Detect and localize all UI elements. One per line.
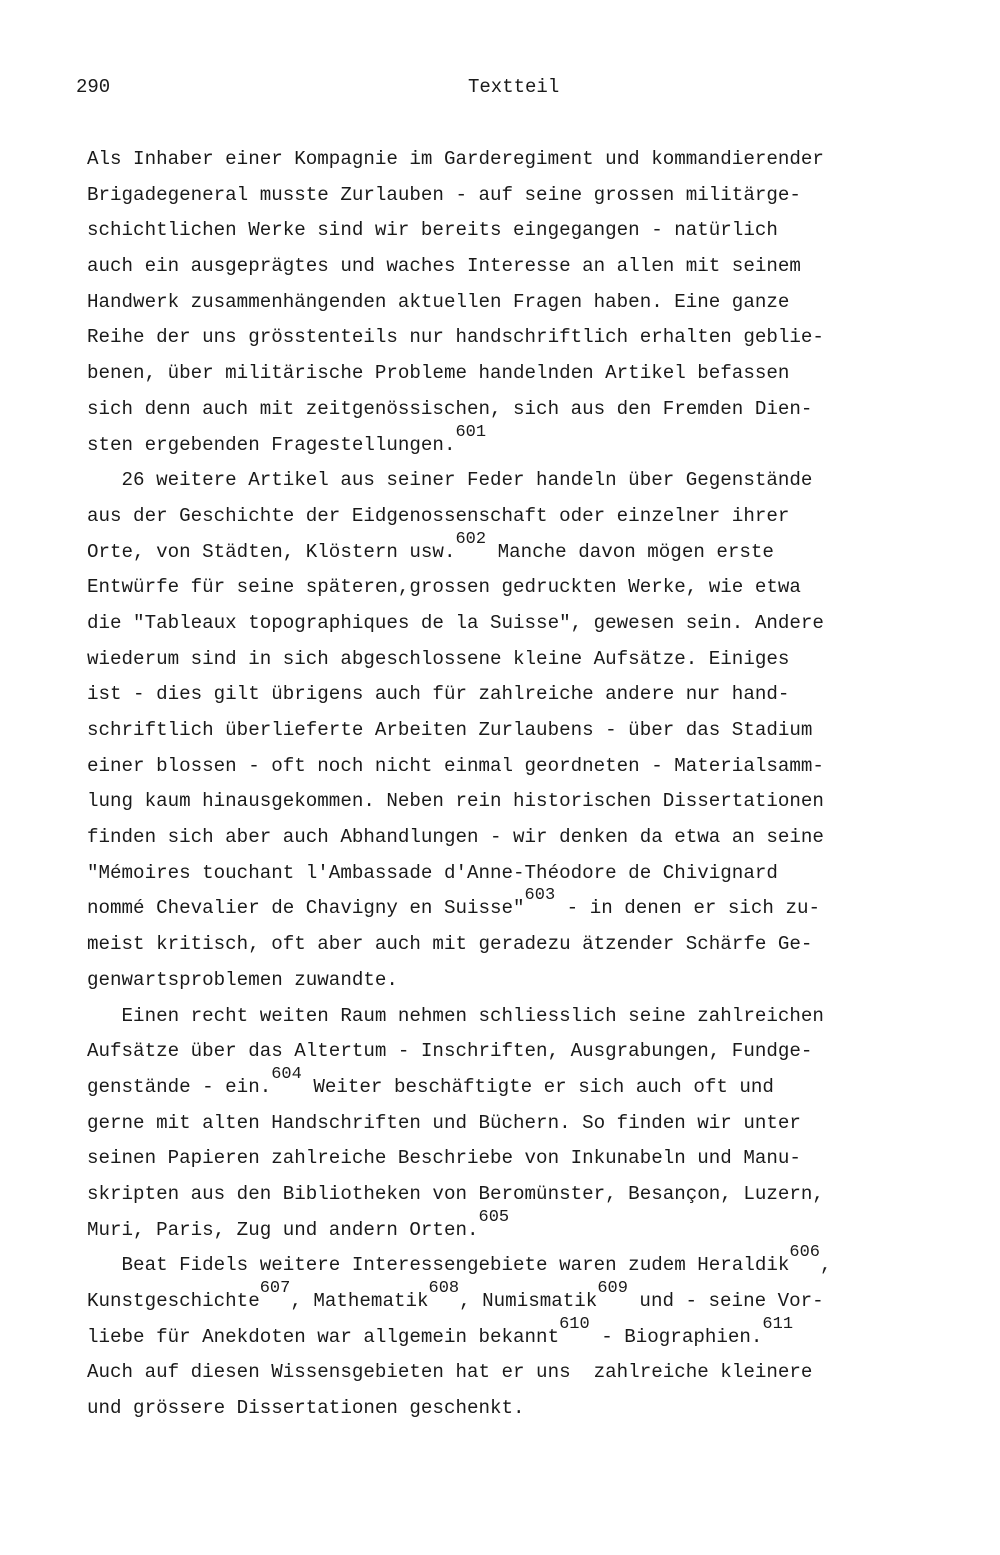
text-segment: - in denen er sich zu- (555, 897, 820, 920)
text-line (87, 820, 967, 856)
text-segment: wiederum sind in sich abgeschlossene kleine Aufsätze. Einiges (87, 647, 790, 670)
text-line (87, 1177, 967, 1213)
text-segment: Entwürfe für seine späteren,grossen gedruckten Werke, wie etwa (87, 576, 801, 599)
text-segment: benen, über militärische Probleme handelnden Artikel befassen (87, 362, 790, 385)
text-line (87, 249, 967, 285)
text-line (87, 606, 967, 642)
text-segment: skripten aus den Bibliotheken von Beromünster, Besançon, Luzern, (87, 1182, 824, 1205)
text-segment: die "Tableaux topographiques de la Suisse", gewesen sein. Andere (87, 611, 824, 634)
text-segment: , Numismatik (459, 1290, 598, 1312)
text-line (87, 749, 967, 785)
text-segment: genwartsproblemen zuwandte. (87, 968, 398, 991)
page-number: 290 (76, 76, 111, 98)
text-line (87, 285, 967, 321)
text-segment: Reihe der uns grösstenteils nur handschriftlich erhalten geblie- (87, 326, 824, 349)
text-line (87, 1391, 967, 1427)
text-segment: lung kaum hinausgekommen. Neben rein historischen Dissertationen (87, 790, 824, 813)
text-line (87, 963, 967, 999)
text-line (87, 1034, 967, 1070)
text-line (87, 1106, 967, 1142)
text-line (87, 1207, 967, 1249)
text-segment: Orte, von Städten, Klöstern usw. (87, 540, 456, 563)
text-line (87, 999, 967, 1035)
text-line (87, 784, 967, 820)
text-segment: ist - dies gilt übrigens auch für zahlreiche andere nur hand- (87, 683, 790, 706)
text-segment: 26 weitere Artikel aus seiner Feder handeln über Gegenstände (87, 469, 813, 492)
text-segment: meist kritisch, oft aber auch mit geradezu ätzender Schärfe Ge- (87, 933, 813, 956)
text-line (87, 422, 967, 464)
footnote-ref: 611 (762, 1314, 794, 1334)
text-segment: sten ergebenden Fragestellungen. (87, 433, 456, 456)
footnote-ref: 606 (789, 1243, 820, 1263)
text-line (87, 713, 967, 749)
text-segment: Kunstgeschichte (87, 1290, 260, 1312)
text-segment: liebe für Anekdoten war allgemein bekannt (87, 1325, 560, 1348)
text-segment: genstände - ein. (87, 1075, 272, 1098)
text-segment: Aufsätze über das Altertum - Inschriften, Ausgrabungen, Fundge- (87, 1040, 813, 1063)
text-segment: Als Inhaber einer Kompagnie im Garderegiment und kommandierender (87, 148, 824, 170)
text-segment: gerne mit alten Handschriften und Büchern. So finden wir unter (87, 1111, 801, 1134)
footnote-ref: 605 (478, 1207, 510, 1227)
text-line (87, 356, 967, 392)
footnote-ref: 607 (259, 1279, 291, 1298)
text-line (87, 178, 967, 214)
text-line (87, 1355, 967, 1391)
text-segment: und - seine Vor- (627, 1290, 824, 1312)
running-title: Textteil (468, 76, 560, 98)
text-segment: schichtlichen Werke sind wir bereits eingegangen - natürlich (87, 219, 778, 242)
text-line (87, 927, 967, 963)
text-segment: seinen Papieren zahlreiche Beschriebe von Inkunabeln und Manu- (87, 1147, 801, 1170)
text-segment: Einen recht weiten Raum nehmen schliesslich seine zahlreichen (87, 1004, 824, 1027)
text-line (87, 499, 967, 535)
footnote-ref: 602 (455, 529, 487, 549)
text-segment: nommé Chevalier de Chavigny en Suisse" (87, 897, 525, 920)
text-segment: aus der Geschichte der Eidgenossenschaft oder einzelner ihrer (87, 504, 790, 527)
text-segment: , (820, 1254, 832, 1277)
text-segment: "Mémoires touchant l'Ambassade d'Anne-Théodore de Chivignard (87, 861, 778, 884)
text-segment: einer blossen - oft noch nicht einmal geordneten - Materialsamm- (87, 754, 824, 777)
text-segment: Beat Fidels weitere Interessengebiete waren zudem Heraldik (87, 1254, 790, 1277)
text-segment: , Mathematik (290, 1290, 429, 1312)
text-line (87, 142, 967, 178)
text-line (87, 1279, 967, 1320)
footnote-ref: 610 (559, 1314, 590, 1334)
footnote-ref: 609 (597, 1279, 628, 1298)
text-segment: auch ein ausgeprägtes und waches Interesse an allen mit seinem (87, 255, 801, 278)
text-segment: finden sich aber auch Abhandlungen - wir denken da etwa an seine (87, 826, 824, 849)
text-segment: Muri, Paris, Zug und andern Orten. (87, 1218, 479, 1241)
text-segment: - Biographien. (589, 1325, 763, 1348)
text-line (87, 642, 967, 678)
text-line (87, 1314, 967, 1356)
text-line (87, 570, 967, 606)
footnote-ref: 604 (271, 1064, 302, 1084)
text-segment: Handwerk zusammenhängenden aktuellen Fragen haben. Eine ganze (87, 290, 790, 313)
body-text (87, 142, 967, 1427)
text-line (87, 677, 967, 713)
footnote-ref: 608 (428, 1279, 460, 1298)
footnote-ref: 601 (455, 422, 487, 442)
text-line (87, 392, 967, 428)
text-line (87, 463, 967, 499)
text-line (87, 213, 967, 249)
text-line (87, 529, 967, 571)
text-segment: Weiter beschäftigte er sich auch oft und (301, 1075, 774, 1098)
text-segment: Auch auf diesen Wissensgebieten hat er uns zahlreiche kleinere (87, 1361, 813, 1384)
text-line (87, 1243, 967, 1284)
text-segment: und grössere Dissertationen geschenkt. (87, 1397, 525, 1420)
text-segment: Brigadegeneral musste Zurlauben - auf seine grossen militärge- (87, 183, 801, 206)
footnote-ref: 603 (524, 886, 556, 906)
text-segment: Manche davon mögen erste (486, 540, 774, 563)
text-line (87, 1141, 967, 1177)
text-line (87, 1064, 967, 1106)
text-line (87, 320, 967, 356)
text-segment: schriftlich überlieferte Arbeiten Zurlaubens - über das Stadium (87, 719, 813, 741)
text-segment: sich denn auch mit zeitgenössischen, sich aus den Fremden Dien- (87, 397, 813, 420)
text-line (87, 886, 967, 927)
